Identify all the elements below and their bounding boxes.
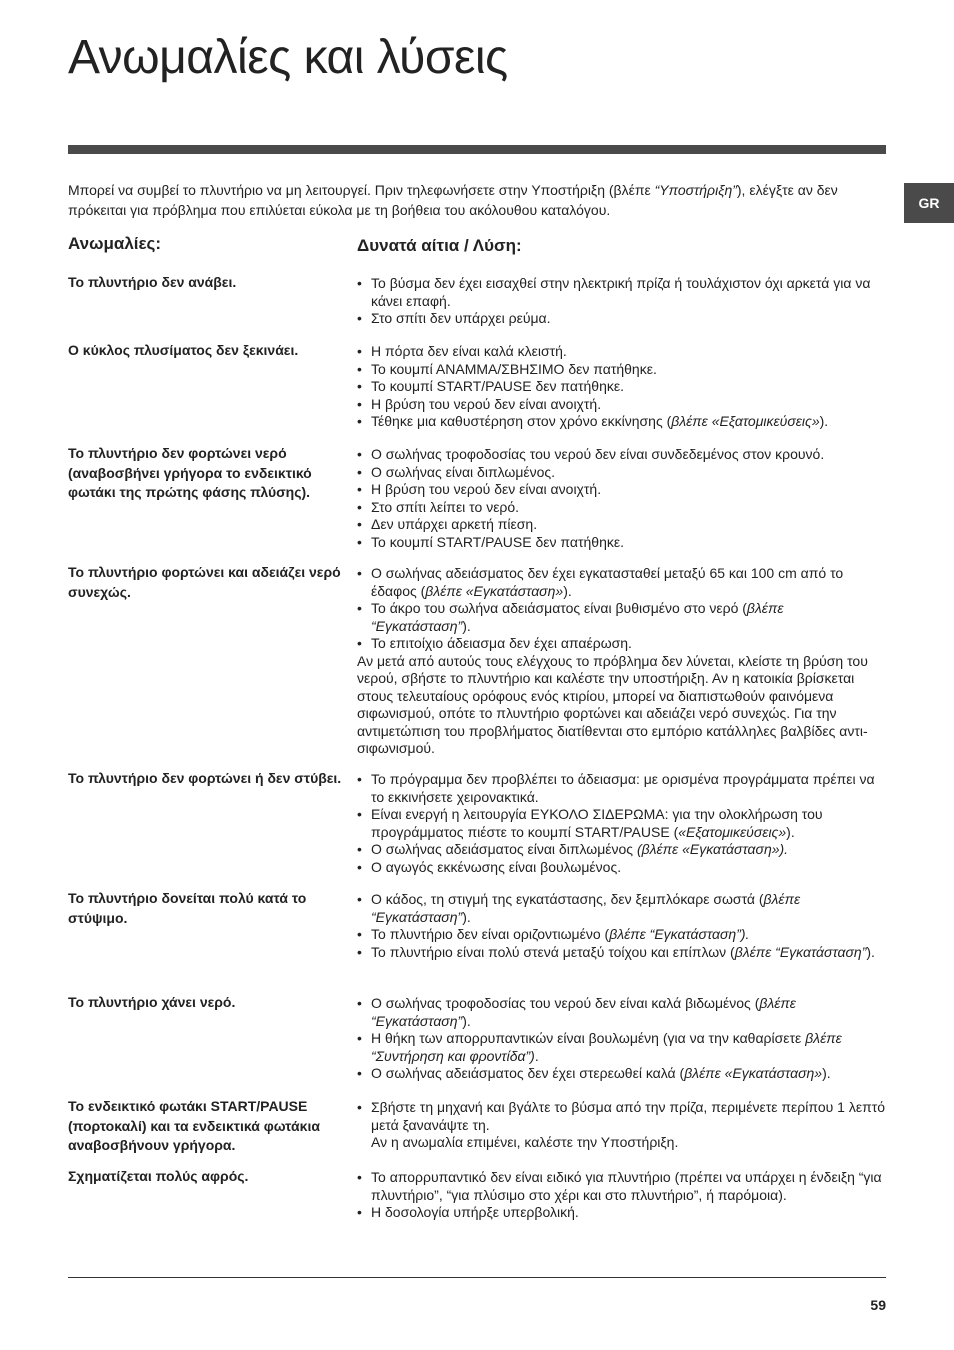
solution-reference: βλέπε “Εγκατάσταση” [734,943,867,960]
solution-text: Αν μετά από αυτούς τους ελέγχους το πρόβλημα δεν λύνεται, κλείστε τη βρύση του νερού, σβήστε το πλυντήριο και καλέστε την υποστήριξη. Αν η κατοικία βρίσκεται στους τελευταίους ορόφους ενός κτιρίου, μπορεί να διαπιστωθούν φαινόμενα σιφωνισμού, οπότε το πλυντήριο φορτώνει και αδειάζει νερό συνεχώς. Για την αντιμετώπιση του προβλήματος διατίθενται στο εμπόριο κατάλληλες βαλβίδες αντι-σιφωνισμού. [357,652,868,756]
solution-list [357,446,887,551]
problem-label: Το πλυντήριο φορτώνει και αδειάζει νερό συνεχώς. [68,564,341,600]
solution-item [357,841,887,859]
solution-text: Ο σωλήνας είναι διπλωμένος. [371,463,556,480]
solution-text: Το βύσμα δεν έχει εισαχθεί στην ηλεκτρική πρίζα ή τουλάχιστον όχι αρκετά για να κάνει επαφή. [371,275,871,309]
solution-text: Τέθηκε μια καθυστέρηση στον χρόνο εκκίνησης ( [371,413,672,429]
solution-item [357,806,887,841]
solution-list [357,275,887,328]
solution-text: Δεν υπάρχει αρκετή πίεση. [371,516,538,532]
solution-reference: βλέπε “Εγκατάσταση” [371,891,801,925]
problem-label: Το πλυντήριο δονείται πολύ κατά το στύψιμο. [68,890,307,926]
problem-label: Το πλυντήριο δεν φορτώνει ή δεν στύβει. [68,770,342,786]
solution-reference: (βλέπε «Εγκατάσταση»). [636,841,789,857]
page-title: Ανωμαλίες και λύσεις [68,31,508,84]
solution-reference: βλέπε “Εγκατάσταση” [371,600,784,634]
solution-reference: βλέπε “Εγκατάσταση” [371,995,796,1029]
solution-text: ). [819,413,829,429]
solution-item [357,516,887,534]
solution-reference: βλέπε “Εγκατάσταση”). [609,926,750,942]
solution-list [357,565,887,758]
solution-item [357,1065,887,1083]
solution-list [357,771,887,876]
solution-text: Σβήστε τη μηχανή και βγάλτε το βύσμα από την πρίζα, περιμένετε περίπου 1 λεπτό μετά ξανανάψτε τη. [371,1099,886,1133]
solution-text: Η βρύση του νερού δεν είναι ανοιχτή. [371,395,602,412]
solution-text: . [534,1047,539,1064]
title-divider [68,145,886,154]
solution-item [357,1169,887,1204]
problem-label: Το πλυντήριο χάνει νερό. [68,994,236,1010]
solution-text: ). [822,1065,831,1081]
solution-item [357,635,887,653]
solution-item [357,944,887,962]
solution-text: Ο σωλήνας τροφοδοσίας του νερού δεν είναι συνδεδεμένος στον κρουνό. [371,446,825,462]
solution-text: Στο σπίτι δεν υπάρχει ρεύμα. [371,310,551,326]
language-tab: GR [904,183,954,223]
problems-heading: Ανωμαλίες: [68,234,162,253]
intro-paragraph [68,181,886,220]
solution-item [357,926,887,944]
solution-text: ). [462,908,471,925]
solution-list [357,1099,887,1152]
solution-text: Το άκρο του σωλήνα αδειάσματος είναι βυθισμένο στο νερό ( [371,600,747,616]
solution-text: Ο αγωγός εκκένωσης είναι βουλωμένος. [371,858,622,875]
solution-item [357,565,887,600]
solution-text: Το πλυντήριο δεν είναι οριζοντιωμένο ( [371,926,610,942]
solution-item [357,481,887,499]
solution-list [357,891,887,961]
solution-list [357,995,887,1083]
solution-text: Η θήκη των απορρυπαντικών είναι βουλωμένη (για να την καθαρίσετε [371,1030,806,1046]
solution-item [357,1030,887,1065]
solution-item [357,396,887,414]
solution-text: Η δοσολογία υπήρξε υπερβολική. [371,1204,579,1220]
intro-link-text: “Υποστήριξη” [654,182,737,198]
solution-item [357,1204,887,1222]
solution-item [357,413,887,431]
solution-text: Η πόρτα δεν είναι καλά κλειστή. [371,343,567,359]
footer-divider [68,1277,886,1278]
solution-text: Το κουμπί ΑΝΑΜΜΑ/ΣΒΗΣΙΜΟ δεν πατήθηκε. [371,360,657,377]
solution-text: Η βρύση του νερού δεν είναι ανοιχτή. [371,481,602,497]
solution-item [357,343,887,361]
solution-item [357,995,887,1030]
solution-reference: βλέπε “Συντήρηση και φροντίδα”) [371,1030,842,1064]
solution-text: Στο σπίτι λείπει το νερό. [371,498,520,515]
problem-label: Το πλυντήριο δεν ανάβει. [68,274,237,290]
intro-text: Μπορεί να συμβεί το πλυντήριο να μη λειτουργεί. Πριν τηλεφωνήσετε στην Υποστήριξη (βλέπε [68,182,655,198]
solution-text: Ο σωλήνας αδειάσματος είναι διπλωμένος [371,841,637,857]
solution-text: ). [866,943,875,960]
solution-reference: βλέπε «Εγκατάσταση» [425,582,564,599]
intro-text-end: ), ελέγξτε αν δεν πρόκειται για πρόβλημα που επιλύεται εύκολα με τη βοήθεια του ακόλουθου καταλόγου. [68,182,838,218]
solution-text: Ο σωλήνας αδειάσματος δεν έχει εγκατασταθεί μεταξύ 65 και 100 cm από το έδαφος ( [371,565,844,599]
solution-note [357,1134,887,1152]
solutions-heading: Δυνατά αίτια / Λύση: [357,236,522,255]
solution-text: Το κουμπί START/PAUSE δεν πατήθηκε. [371,378,624,394]
solution-text: Αν η ανωμαλία επιμένει, καλέστε την Υποστήριξη. [371,1134,679,1150]
solution-list [357,1169,887,1222]
solution-item [357,499,887,517]
solution-text: Το πρόγραμμα δεν προβλέπει το άδειασμα: με ορισμένα προγράμματα πρέπει να το εκκινήσετε χειρονακτικά. [371,771,875,805]
solution-item [357,891,887,926]
solution-text: Το πλυντήριο είναι πολύ στενά μεταξύ τοίχου και επίπλων ( [371,943,735,960]
solution-text: Ο κάδος, τη στιγμή της εγκατάστασης, δεν ξεμπλόκαρε σωστά ( [371,891,764,907]
solution-text: Το επιτοίχιο άδειασμα δεν έχει απαέρωση. [371,635,632,651]
solution-item [357,534,887,552]
solution-text: ). [563,582,572,599]
solution-item [357,859,887,877]
solution-text: Το κουμπί START/PAUSE δεν πατήθηκε. [371,533,624,550]
solution-text: ). [462,617,471,634]
solution-text: Ο σωλήνας αδειάσματος δεν έχει στερεωθεί καλά ( [371,1065,685,1081]
solution-reference: βλέπε «Εγκατάσταση» [684,1065,823,1081]
solution-item [357,446,887,464]
problem-label: Το ενδεικτικό φωτάκι START/PAUSE (πορτοκαλί) και τα ενδεικτικά φωτάκια αναβοσβήνουν γρήγορα. [68,1098,320,1153]
solution-item [357,771,887,806]
solution-text: ). [786,823,795,840]
problem-label: Το πλυντήριο δεν φορτώνει νερό (αναβοσβήνει γρήγορα το ενδεικτικό φωτάκι της πρώτης φάσης πλύσης). [68,445,312,500]
solution-item [357,378,887,396]
solution-item [357,361,887,379]
solution-paragraph [357,653,887,758]
page-number: 59 [870,1297,886,1313]
problem-label: Σχηματίζεται πολύς αφρός. [68,1168,249,1184]
solution-item [357,275,887,310]
solution-text: ). [462,1012,471,1029]
solution-item [357,464,887,482]
solution-item [357,1099,887,1134]
problem-label: Ο κύκλος πλυσίματος δεν ξεκινάει. [68,342,299,358]
solution-item [357,310,887,328]
solution-text: Ο σωλήνας τροφοδοσίας του νερού δεν είναι καλά βιδωμένος ( [371,995,760,1011]
solution-reference: «Εξατομικεύσεις» [678,823,787,840]
solution-item [357,600,887,635]
solution-text: Το απορρυπαντικό δεν είναι ειδικό για πλυντήριο (πρέπει να υπάρχει η ένδειξη “για πλυντήριο”, “για πλύσιμο στο χέρι και στο πλυντήριο”, ή παρόμοια). [371,1169,882,1203]
solution-text: Είναι ενεργή η λειτουργία ΕΥΚΟΛΟ ΣΙΔΕΡΩΜΑ: για την ολοκλήρωση του προγράμματος πιέστε το κουμπί START/PAUSE ( [371,806,823,840]
solution-list [357,343,887,431]
solution-reference: βλέπε «Εξατομικεύσεις» [671,413,820,429]
